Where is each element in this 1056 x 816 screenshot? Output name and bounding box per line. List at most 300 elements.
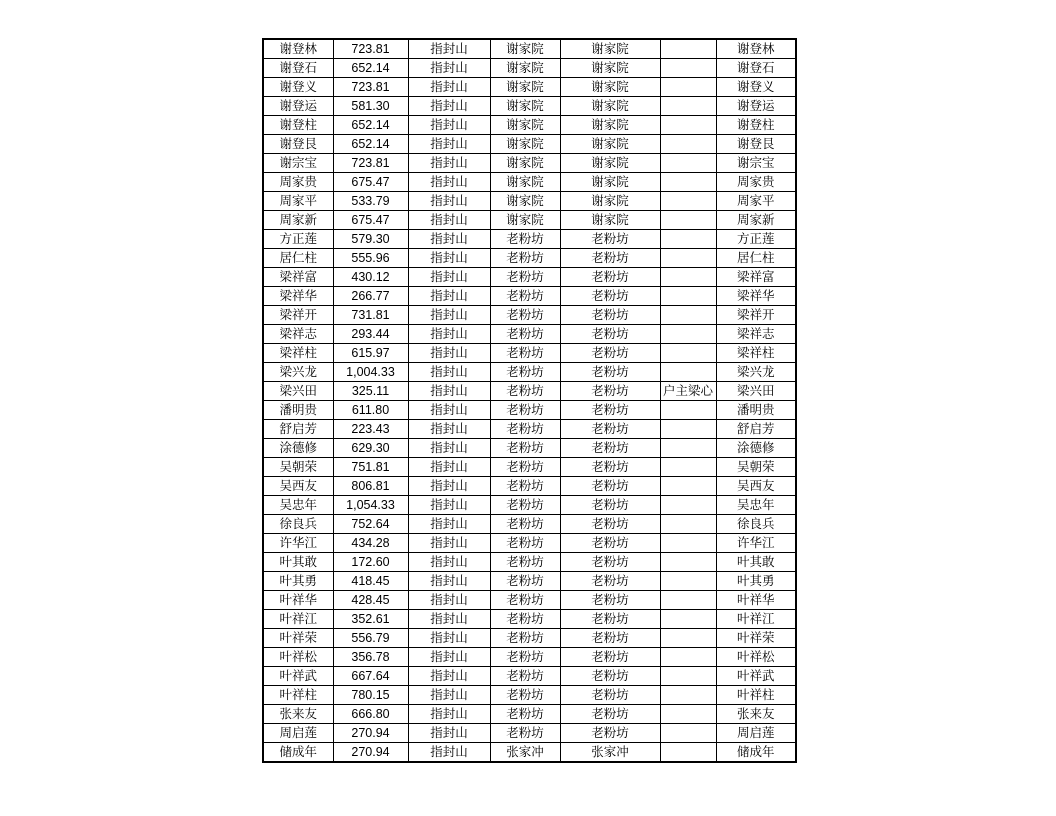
amount-cell: 223.43 [333, 420, 408, 439]
name-cell: 居仁柱 [263, 249, 333, 268]
amount-cell: 430.12 [333, 268, 408, 287]
table-row [263, 135, 796, 154]
amount-cell: 270.94 [333, 743, 408, 763]
payee-cell: 谢登义 [716, 78, 796, 97]
name-cell: 谢宗宝 [263, 154, 333, 173]
name-cell: 周家贵 [263, 173, 333, 192]
village-cell: 谢家院 [490, 154, 560, 173]
amount-cell: 723.81 [333, 39, 408, 59]
village-cell: 谢家院 [490, 97, 560, 116]
group-cell: 老粉坊 [560, 363, 660, 382]
amount-cell: 270.94 [333, 724, 408, 743]
village-cell: 老粉坊 [490, 420, 560, 439]
payee-cell: 梁祥志 [716, 325, 796, 344]
payee-cell: 谢登林 [716, 39, 796, 59]
group-cell: 老粉坊 [560, 344, 660, 363]
village-cell: 老粉坊 [490, 705, 560, 724]
name-cell: 叶其勇 [263, 572, 333, 591]
payee-cell: 梁祥富 [716, 268, 796, 287]
group-cell: 老粉坊 [560, 515, 660, 534]
amount-cell: 667.64 [333, 667, 408, 686]
area-cell: 指封山 [408, 306, 490, 325]
payee-cell: 谢登柱 [716, 116, 796, 135]
amount-cell: 1,004.33 [333, 363, 408, 382]
payee-cell: 梁兴龙 [716, 363, 796, 382]
amount-cell: 325.11 [333, 382, 408, 401]
area-cell: 指封山 [408, 116, 490, 135]
table-row [263, 344, 796, 363]
amount-cell: 652.14 [333, 59, 408, 78]
name-cell: 梁祥富 [263, 268, 333, 287]
amount-cell: 556.79 [333, 629, 408, 648]
payee-cell: 吴朝荣 [716, 458, 796, 477]
name-cell: 舒启芳 [263, 420, 333, 439]
name-cell: 叶祥武 [263, 667, 333, 686]
payee-cell: 叶其勇 [716, 572, 796, 591]
table-row [263, 496, 796, 515]
group-cell: 老粉坊 [560, 705, 660, 724]
payee-cell: 吴西友 [716, 477, 796, 496]
amount-cell: 723.81 [333, 154, 408, 173]
village-cell: 谢家院 [490, 173, 560, 192]
name-cell: 吴西友 [263, 477, 333, 496]
table-row [263, 78, 796, 97]
name-cell: 梁祥志 [263, 325, 333, 344]
payee-cell: 谢登运 [716, 97, 796, 116]
note-cell [660, 249, 716, 268]
payee-cell: 涂德修 [716, 439, 796, 458]
note-cell [660, 154, 716, 173]
area-cell: 指封山 [408, 534, 490, 553]
payee-cell: 吴忠年 [716, 496, 796, 515]
name-cell: 梁兴田 [263, 382, 333, 401]
group-cell: 老粉坊 [560, 724, 660, 743]
name-cell: 张来友 [263, 705, 333, 724]
amount-cell: 266.77 [333, 287, 408, 306]
group-cell: 老粉坊 [560, 268, 660, 287]
table-row [263, 610, 796, 629]
table-row [263, 591, 796, 610]
note-cell [660, 458, 716, 477]
amount-cell: 172.60 [333, 553, 408, 572]
name-cell: 周家平 [263, 192, 333, 211]
village-cell: 谢家院 [490, 78, 560, 97]
table-row [263, 173, 796, 192]
note-cell [660, 173, 716, 192]
amount-cell: 356.78 [333, 648, 408, 667]
group-cell: 谢家院 [560, 192, 660, 211]
table-row [263, 325, 796, 344]
group-cell: 老粉坊 [560, 553, 660, 572]
group-cell: 老粉坊 [560, 534, 660, 553]
area-cell: 指封山 [408, 496, 490, 515]
name-cell: 吴忠年 [263, 496, 333, 515]
group-cell: 老粉坊 [560, 401, 660, 420]
table-body [263, 39, 796, 762]
name-cell: 梁祥开 [263, 306, 333, 325]
note-cell [660, 610, 716, 629]
amount-cell: 293.44 [333, 325, 408, 344]
payee-cell: 徐良兵 [716, 515, 796, 534]
area-cell: 指封山 [408, 686, 490, 705]
village-cell: 老粉坊 [490, 382, 560, 401]
note-cell [660, 629, 716, 648]
village-cell: 张家冲 [490, 743, 560, 763]
group-cell: 老粉坊 [560, 230, 660, 249]
area-cell: 指封山 [408, 268, 490, 287]
payee-cell: 叶祥柱 [716, 686, 796, 705]
payee-cell: 梁祥柱 [716, 344, 796, 363]
village-cell: 老粉坊 [490, 648, 560, 667]
table-row [263, 458, 796, 477]
group-cell: 老粉坊 [560, 591, 660, 610]
area-cell: 指封山 [408, 743, 490, 763]
village-cell: 老粉坊 [490, 496, 560, 515]
amount-cell: 666.80 [333, 705, 408, 724]
table-row [263, 192, 796, 211]
name-cell: 谢登石 [263, 59, 333, 78]
group-cell: 老粉坊 [560, 686, 660, 705]
amount-cell: 731.81 [333, 306, 408, 325]
name-cell: 储成年 [263, 743, 333, 763]
group-cell: 老粉坊 [560, 610, 660, 629]
note-cell [660, 325, 716, 344]
area-cell: 指封山 [408, 59, 490, 78]
group-cell: 谢家院 [560, 211, 660, 230]
payee-cell: 谢宗宝 [716, 154, 796, 173]
amount-cell: 652.14 [333, 116, 408, 135]
name-cell: 梁祥华 [263, 287, 333, 306]
note-cell [660, 591, 716, 610]
amount-cell: 428.45 [333, 591, 408, 610]
payee-cell: 叶祥武 [716, 667, 796, 686]
name-cell: 谢登运 [263, 97, 333, 116]
table-row [263, 724, 796, 743]
village-cell: 老粉坊 [490, 439, 560, 458]
group-cell: 老粉坊 [560, 496, 660, 515]
area-cell: 指封山 [408, 230, 490, 249]
table-row [263, 211, 796, 230]
table-row [263, 154, 796, 173]
note-cell [660, 667, 716, 686]
payee-cell: 叶祥华 [716, 591, 796, 610]
area-cell: 指封山 [408, 39, 490, 59]
group-cell: 老粉坊 [560, 667, 660, 686]
amount-cell: 581.30 [333, 97, 408, 116]
note-cell [660, 116, 716, 135]
area-cell: 指封山 [408, 192, 490, 211]
area-cell: 指封山 [408, 211, 490, 230]
name-cell: 梁祥柱 [263, 344, 333, 363]
area-cell: 指封山 [408, 325, 490, 344]
name-cell: 叶祥松 [263, 648, 333, 667]
village-cell: 老粉坊 [490, 268, 560, 287]
payee-cell: 储成年 [716, 743, 796, 763]
name-cell: 方正莲 [263, 230, 333, 249]
payee-cell: 潘明贵 [716, 401, 796, 420]
payee-cell: 周家平 [716, 192, 796, 211]
table-row [263, 363, 796, 382]
village-cell: 老粉坊 [490, 724, 560, 743]
note-cell [660, 39, 716, 59]
village-cell: 谢家院 [490, 211, 560, 230]
group-cell: 谢家院 [560, 39, 660, 59]
table-row [263, 515, 796, 534]
group-cell: 谢家院 [560, 154, 660, 173]
village-cell: 老粉坊 [490, 572, 560, 591]
payee-cell: 周家贵 [716, 173, 796, 192]
note-cell [660, 705, 716, 724]
table-row [263, 477, 796, 496]
table-row [263, 705, 796, 724]
note-cell [660, 496, 716, 515]
village-cell: 老粉坊 [490, 306, 560, 325]
area-cell: 指封山 [408, 648, 490, 667]
area-cell: 指封山 [408, 287, 490, 306]
village-cell: 老粉坊 [490, 325, 560, 344]
table-row [263, 382, 796, 401]
note-cell [660, 515, 716, 534]
amount-cell: 629.30 [333, 439, 408, 458]
note-cell [660, 306, 716, 325]
note-cell [660, 401, 716, 420]
table-row [263, 629, 796, 648]
area-cell: 指封山 [408, 515, 490, 534]
area-cell: 指封山 [408, 173, 490, 192]
table-row [263, 306, 796, 325]
name-cell: 叶祥荣 [263, 629, 333, 648]
area-cell: 指封山 [408, 477, 490, 496]
amount-cell: 806.81 [333, 477, 408, 496]
village-cell: 老粉坊 [490, 458, 560, 477]
village-cell: 谢家院 [490, 39, 560, 59]
note-cell [660, 743, 716, 763]
group-cell: 老粉坊 [560, 287, 660, 306]
table-row [263, 249, 796, 268]
group-cell: 老粉坊 [560, 439, 660, 458]
name-cell: 潘明贵 [263, 401, 333, 420]
payee-cell: 许华江 [716, 534, 796, 553]
area-cell: 指封山 [408, 363, 490, 382]
table-row [263, 268, 796, 287]
village-cell: 老粉坊 [490, 401, 560, 420]
group-cell: 老粉坊 [560, 648, 660, 667]
amount-cell: 723.81 [333, 78, 408, 97]
table-row [263, 401, 796, 420]
note-cell [660, 553, 716, 572]
village-cell: 谢家院 [490, 135, 560, 154]
name-cell: 周启莲 [263, 724, 333, 743]
note-cell [660, 420, 716, 439]
village-cell: 老粉坊 [490, 591, 560, 610]
payee-cell: 舒启芳 [716, 420, 796, 439]
group-cell: 老粉坊 [560, 382, 660, 401]
payee-cell: 周启莲 [716, 724, 796, 743]
amount-cell: 352.61 [333, 610, 408, 629]
name-cell: 周家新 [263, 211, 333, 230]
payee-cell: 叶其敢 [716, 553, 796, 572]
note-cell [660, 439, 716, 458]
group-cell: 老粉坊 [560, 572, 660, 591]
amount-cell: 1,054.33 [333, 496, 408, 515]
area-cell: 指封山 [408, 439, 490, 458]
note-cell [660, 268, 716, 287]
village-cell: 老粉坊 [490, 344, 560, 363]
note-cell [660, 572, 716, 591]
note-cell [660, 686, 716, 705]
name-cell: 叶祥华 [263, 591, 333, 610]
note-cell [660, 97, 716, 116]
village-cell: 老粉坊 [490, 363, 560, 382]
area-cell: 指封山 [408, 249, 490, 268]
note-cell [660, 648, 716, 667]
area-cell: 指封山 [408, 667, 490, 686]
group-cell: 谢家院 [560, 116, 660, 135]
name-cell: 谢登艮 [263, 135, 333, 154]
note-cell [660, 477, 716, 496]
area-cell: 指封山 [408, 135, 490, 154]
name-cell: 叶其敢 [263, 553, 333, 572]
payee-cell: 居仁柱 [716, 249, 796, 268]
amount-cell: 418.45 [333, 572, 408, 591]
amount-cell: 555.96 [333, 249, 408, 268]
amount-cell: 611.80 [333, 401, 408, 420]
area-cell: 指封山 [408, 97, 490, 116]
payee-cell: 周家新 [716, 211, 796, 230]
area-cell: 指封山 [408, 458, 490, 477]
village-cell: 谢家院 [490, 116, 560, 135]
village-cell: 老粉坊 [490, 534, 560, 553]
area-cell: 指封山 [408, 553, 490, 572]
payee-cell: 叶祥江 [716, 610, 796, 629]
payee-cell: 谢登石 [716, 59, 796, 78]
village-cell: 老粉坊 [490, 629, 560, 648]
area-cell: 指封山 [408, 401, 490, 420]
name-cell: 徐良兵 [263, 515, 333, 534]
table-row [263, 59, 796, 78]
table-row [263, 230, 796, 249]
note-cell [660, 724, 716, 743]
amount-cell: 751.81 [333, 458, 408, 477]
village-cell: 谢家院 [490, 59, 560, 78]
amount-cell: 675.47 [333, 173, 408, 192]
payee-cell: 梁兴田 [716, 382, 796, 401]
village-cell: 老粉坊 [490, 667, 560, 686]
village-cell: 老粉坊 [490, 287, 560, 306]
payee-cell: 张来友 [716, 705, 796, 724]
area-cell: 指封山 [408, 382, 490, 401]
payee-cell: 谢登艮 [716, 135, 796, 154]
village-cell: 老粉坊 [490, 686, 560, 705]
payee-cell: 梁祥华 [716, 287, 796, 306]
note-cell [660, 211, 716, 230]
group-cell: 老粉坊 [560, 458, 660, 477]
area-cell: 指封山 [408, 78, 490, 97]
payee-cell: 叶祥荣 [716, 629, 796, 648]
data-table [262, 38, 797, 763]
name-cell: 涂德修 [263, 439, 333, 458]
group-cell: 老粉坊 [560, 249, 660, 268]
note-cell [660, 363, 716, 382]
group-cell: 老粉坊 [560, 325, 660, 344]
table-row [263, 686, 796, 705]
note-cell [660, 344, 716, 363]
note-cell: 户主梁心 [660, 382, 716, 401]
area-cell: 指封山 [408, 629, 490, 648]
group-cell: 谢家院 [560, 78, 660, 97]
village-cell: 老粉坊 [490, 610, 560, 629]
area-cell: 指封山 [408, 344, 490, 363]
area-cell: 指封山 [408, 572, 490, 591]
table-row [263, 648, 796, 667]
table-row [263, 97, 796, 116]
amount-cell: 434.28 [333, 534, 408, 553]
payee-cell: 叶祥松 [716, 648, 796, 667]
area-cell: 指封山 [408, 724, 490, 743]
table-row [263, 743, 796, 763]
village-cell: 老粉坊 [490, 249, 560, 268]
note-cell [660, 59, 716, 78]
name-cell: 吴朝荣 [263, 458, 333, 477]
amount-cell: 780.15 [333, 686, 408, 705]
name-cell: 谢登柱 [263, 116, 333, 135]
table-row [263, 420, 796, 439]
group-cell: 张家冲 [560, 743, 660, 763]
note-cell [660, 534, 716, 553]
amount-cell: 579.30 [333, 230, 408, 249]
name-cell: 许华江 [263, 534, 333, 553]
amount-cell: 533.79 [333, 192, 408, 211]
area-cell: 指封山 [408, 591, 490, 610]
table-row [263, 534, 796, 553]
amount-cell: 652.14 [333, 135, 408, 154]
name-cell: 叶祥柱 [263, 686, 333, 705]
group-cell: 老粉坊 [560, 420, 660, 439]
table-row [263, 116, 796, 135]
note-cell [660, 135, 716, 154]
payee-cell: 方正莲 [716, 230, 796, 249]
village-cell: 老粉坊 [490, 515, 560, 534]
area-cell: 指封山 [408, 420, 490, 439]
note-cell [660, 230, 716, 249]
village-cell: 老粉坊 [490, 477, 560, 496]
name-cell: 叶祥江 [263, 610, 333, 629]
group-cell: 谢家院 [560, 173, 660, 192]
area-cell: 指封山 [408, 705, 490, 724]
table-row [263, 287, 796, 306]
amount-cell: 675.47 [333, 211, 408, 230]
note-cell [660, 192, 716, 211]
note-cell [660, 78, 716, 97]
name-cell: 梁兴龙 [263, 363, 333, 382]
name-cell: 谢登林 [263, 39, 333, 59]
table-row [263, 572, 796, 591]
payee-cell: 梁祥开 [716, 306, 796, 325]
group-cell: 谢家院 [560, 59, 660, 78]
table-row [263, 553, 796, 572]
area-cell: 指封山 [408, 610, 490, 629]
village-cell: 老粉坊 [490, 230, 560, 249]
group-cell: 老粉坊 [560, 629, 660, 648]
table-row [263, 439, 796, 458]
table-row [263, 39, 796, 59]
amount-cell: 752.64 [333, 515, 408, 534]
group-cell: 老粉坊 [560, 306, 660, 325]
name-cell: 谢登义 [263, 78, 333, 97]
village-cell: 老粉坊 [490, 553, 560, 572]
group-cell: 谢家院 [560, 135, 660, 154]
table-row [263, 667, 796, 686]
